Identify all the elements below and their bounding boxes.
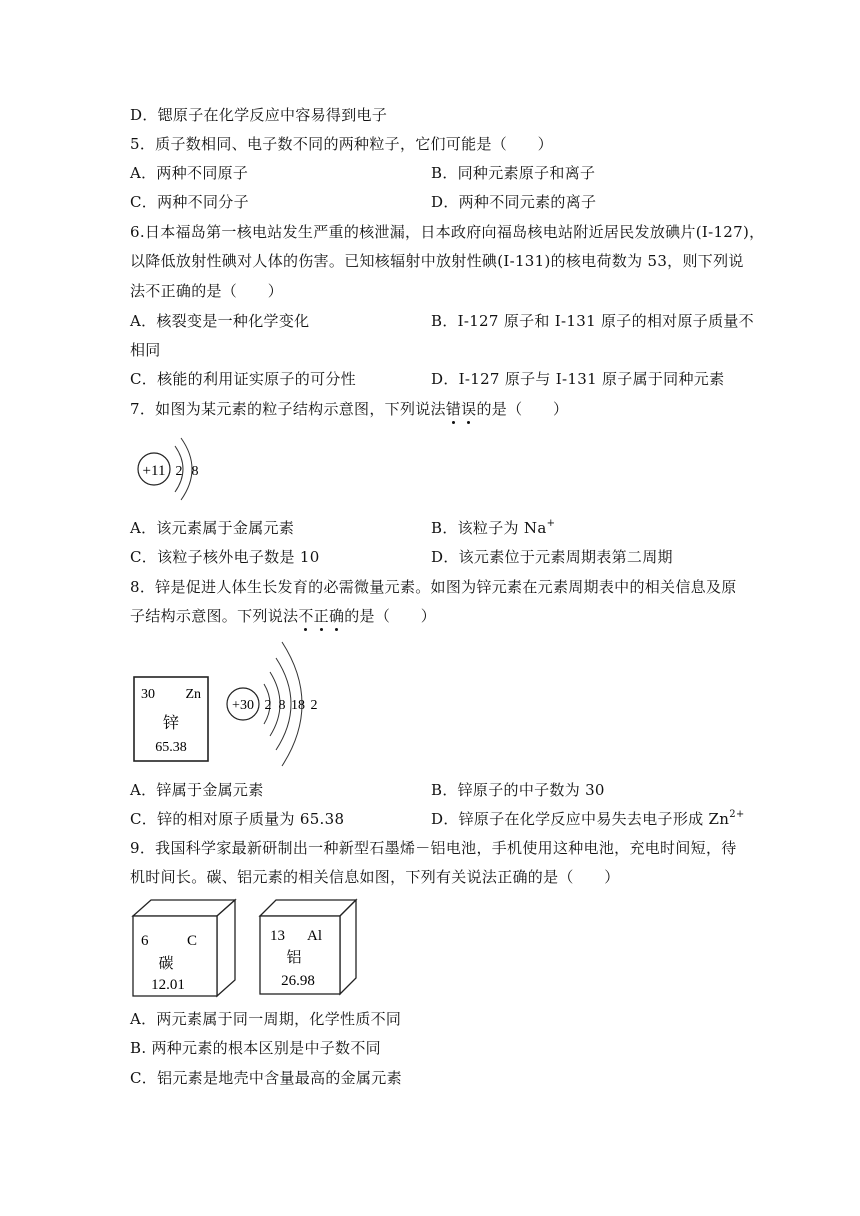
nucleus-charge: +11 bbox=[142, 463, 166, 479]
q7-stem bbox=[130, 399, 568, 419]
q8-option-d-text: D．锌原子在化学反应中易失去电子形成 Zn bbox=[431, 810, 730, 828]
q8-option-d bbox=[431, 809, 745, 829]
q7-option-b-superscript: + bbox=[546, 518, 556, 529]
atomic-number: 6 bbox=[141, 933, 149, 949]
element-name: 碳 bbox=[158, 956, 174, 972]
shell-electron-count: 18 bbox=[291, 698, 305, 713]
q8-stem-post: 的是（ ） bbox=[344, 607, 437, 625]
atomic-mass: 12.01 bbox=[151, 977, 185, 993]
q7-stem-post: 的是（ ） bbox=[476, 400, 569, 418]
element-name: 铝 bbox=[286, 950, 302, 966]
q8-zinc-atom-structure-diagram bbox=[226, 638, 326, 770]
q5-option-d: D．两种不同元素的离子 bbox=[431, 193, 597, 211]
q8-stem-line1: 8．锌是促进人体生长发育的必需微量元素。如图为锌元素在元素周期表中的相关信息及原 bbox=[130, 578, 737, 596]
q6-option-b: B．I-127 原子和 I-131 原子的相对原子质量不 bbox=[431, 312, 754, 330]
q7-option-a: A．该元素属于金属元素 bbox=[130, 519, 295, 537]
atomic-number: 30 bbox=[141, 687, 155, 702]
q8-emphasis-char: 确 bbox=[328, 607, 345, 625]
shell-electron-count: 8 bbox=[278, 698, 286, 713]
q9-aluminum-element-cube bbox=[258, 898, 358, 998]
element-name: 锌 bbox=[162, 715, 180, 732]
q9-carbon-element-cube bbox=[131, 898, 237, 998]
cube-side-face bbox=[340, 900, 356, 994]
q9-stem-line1: 9．我国科学家最新研制出一种新型石墨烯－铝电池，手机使用这种电池，充电时间短，待 bbox=[130, 839, 737, 857]
q5-option-b: B．同种元素原子和离子 bbox=[431, 164, 596, 182]
shell-electron-count: 2 bbox=[175, 464, 183, 479]
shell-electron-count: 2 bbox=[310, 698, 318, 713]
q8-option-d-superscript: 2+ bbox=[729, 809, 745, 820]
q9-stem-line2: 机时间长。碳、铝元素的相关信息如图，下列有关说法正确的是（ ） bbox=[130, 868, 620, 886]
q5-option-c: C．两种不同分子 bbox=[130, 193, 249, 211]
q8-option-b: B．锌原子的中子数为 30 bbox=[431, 781, 605, 799]
q6-stem-line2: 以降低放射性碘对人体的伤害。已知核辐射中放射性碘(I-131)的核电荷数为 53，则下列说 bbox=[130, 252, 744, 270]
q9-option-b: B. 两种元素的根本区别是中子数不同 bbox=[130, 1039, 381, 1057]
atomic-mass: 65.38 bbox=[155, 740, 187, 755]
q7-option-b-text: B．该粒子为 Na bbox=[431, 519, 547, 537]
element-symbol: Al bbox=[307, 928, 322, 944]
q6-option-b-continued: 相同 bbox=[130, 341, 161, 359]
atomic-mass: 26.98 bbox=[281, 973, 315, 989]
q4-option-d: D．锶原子在化学反应中容易得到电子 bbox=[130, 106, 388, 124]
q8-zinc-periodic-cell bbox=[133, 676, 209, 762]
q8-stem-pre: 子结构示意图。下列说法 bbox=[130, 607, 299, 625]
q5-option-a: A．两种不同原子 bbox=[130, 164, 249, 182]
shell-electron-count: 8 bbox=[191, 464, 199, 479]
shell-electron-count: 2 bbox=[264, 698, 272, 713]
q8-option-a: A．锌属于金属元素 bbox=[130, 781, 264, 799]
element-symbol: C bbox=[186, 933, 197, 949]
q7-emphasis-char: 误 bbox=[461, 400, 477, 418]
q5-stem: 5．质子数相同、电子数不同的两种粒子，它们可能是（ ） bbox=[130, 135, 553, 153]
atomic-number: 13 bbox=[270, 928, 285, 944]
q9-option-c: C．铝元素是地壳中含量最高的金属元素 bbox=[130, 1069, 402, 1087]
q8-emphasis-char: 正 bbox=[313, 607, 329, 625]
q7-atom-structure-diagram bbox=[135, 428, 215, 518]
q6-stem-line3: 法不正确的是（ ） bbox=[130, 282, 284, 300]
q7-option-c: C．该粒子核外电子数是 10 bbox=[130, 548, 320, 566]
q6-option-c: C．核能的利用证实原子的可分性 bbox=[130, 370, 356, 388]
q9-option-a: A．两元素属于同一周期，化学性质不同 bbox=[130, 1010, 402, 1028]
nucleus-charge: +30 bbox=[232, 698, 254, 713]
q7-option-d: D．该元素位于元素周期表第二周期 bbox=[431, 548, 673, 566]
q7-option-b bbox=[431, 518, 555, 538]
q6-option-d: D．I-127 原子与 I-131 原子属于同种元素 bbox=[431, 370, 725, 388]
q6-option-a: A．核裂变是一种化学变化 bbox=[130, 312, 310, 330]
q7-emphasis-char: 错 bbox=[445, 400, 462, 418]
q8-emphasis-char: 不 bbox=[298, 607, 314, 625]
cube-side-face bbox=[217, 900, 235, 996]
q8-option-c: C．锌的相对原子质量为 65.38 bbox=[130, 810, 345, 828]
q7-stem-pre: 7．如图为某元素的粒子结构示意图，下列说法 bbox=[130, 400, 446, 418]
q8-stem-line2 bbox=[130, 606, 436, 626]
q6-stem-line1: 6.日本福岛第一核电站发生严重的核泄漏，日本政府向福岛核电站附近居民发放碘片(I-127)， bbox=[130, 223, 765, 241]
element-symbol: Zn bbox=[185, 687, 201, 702]
